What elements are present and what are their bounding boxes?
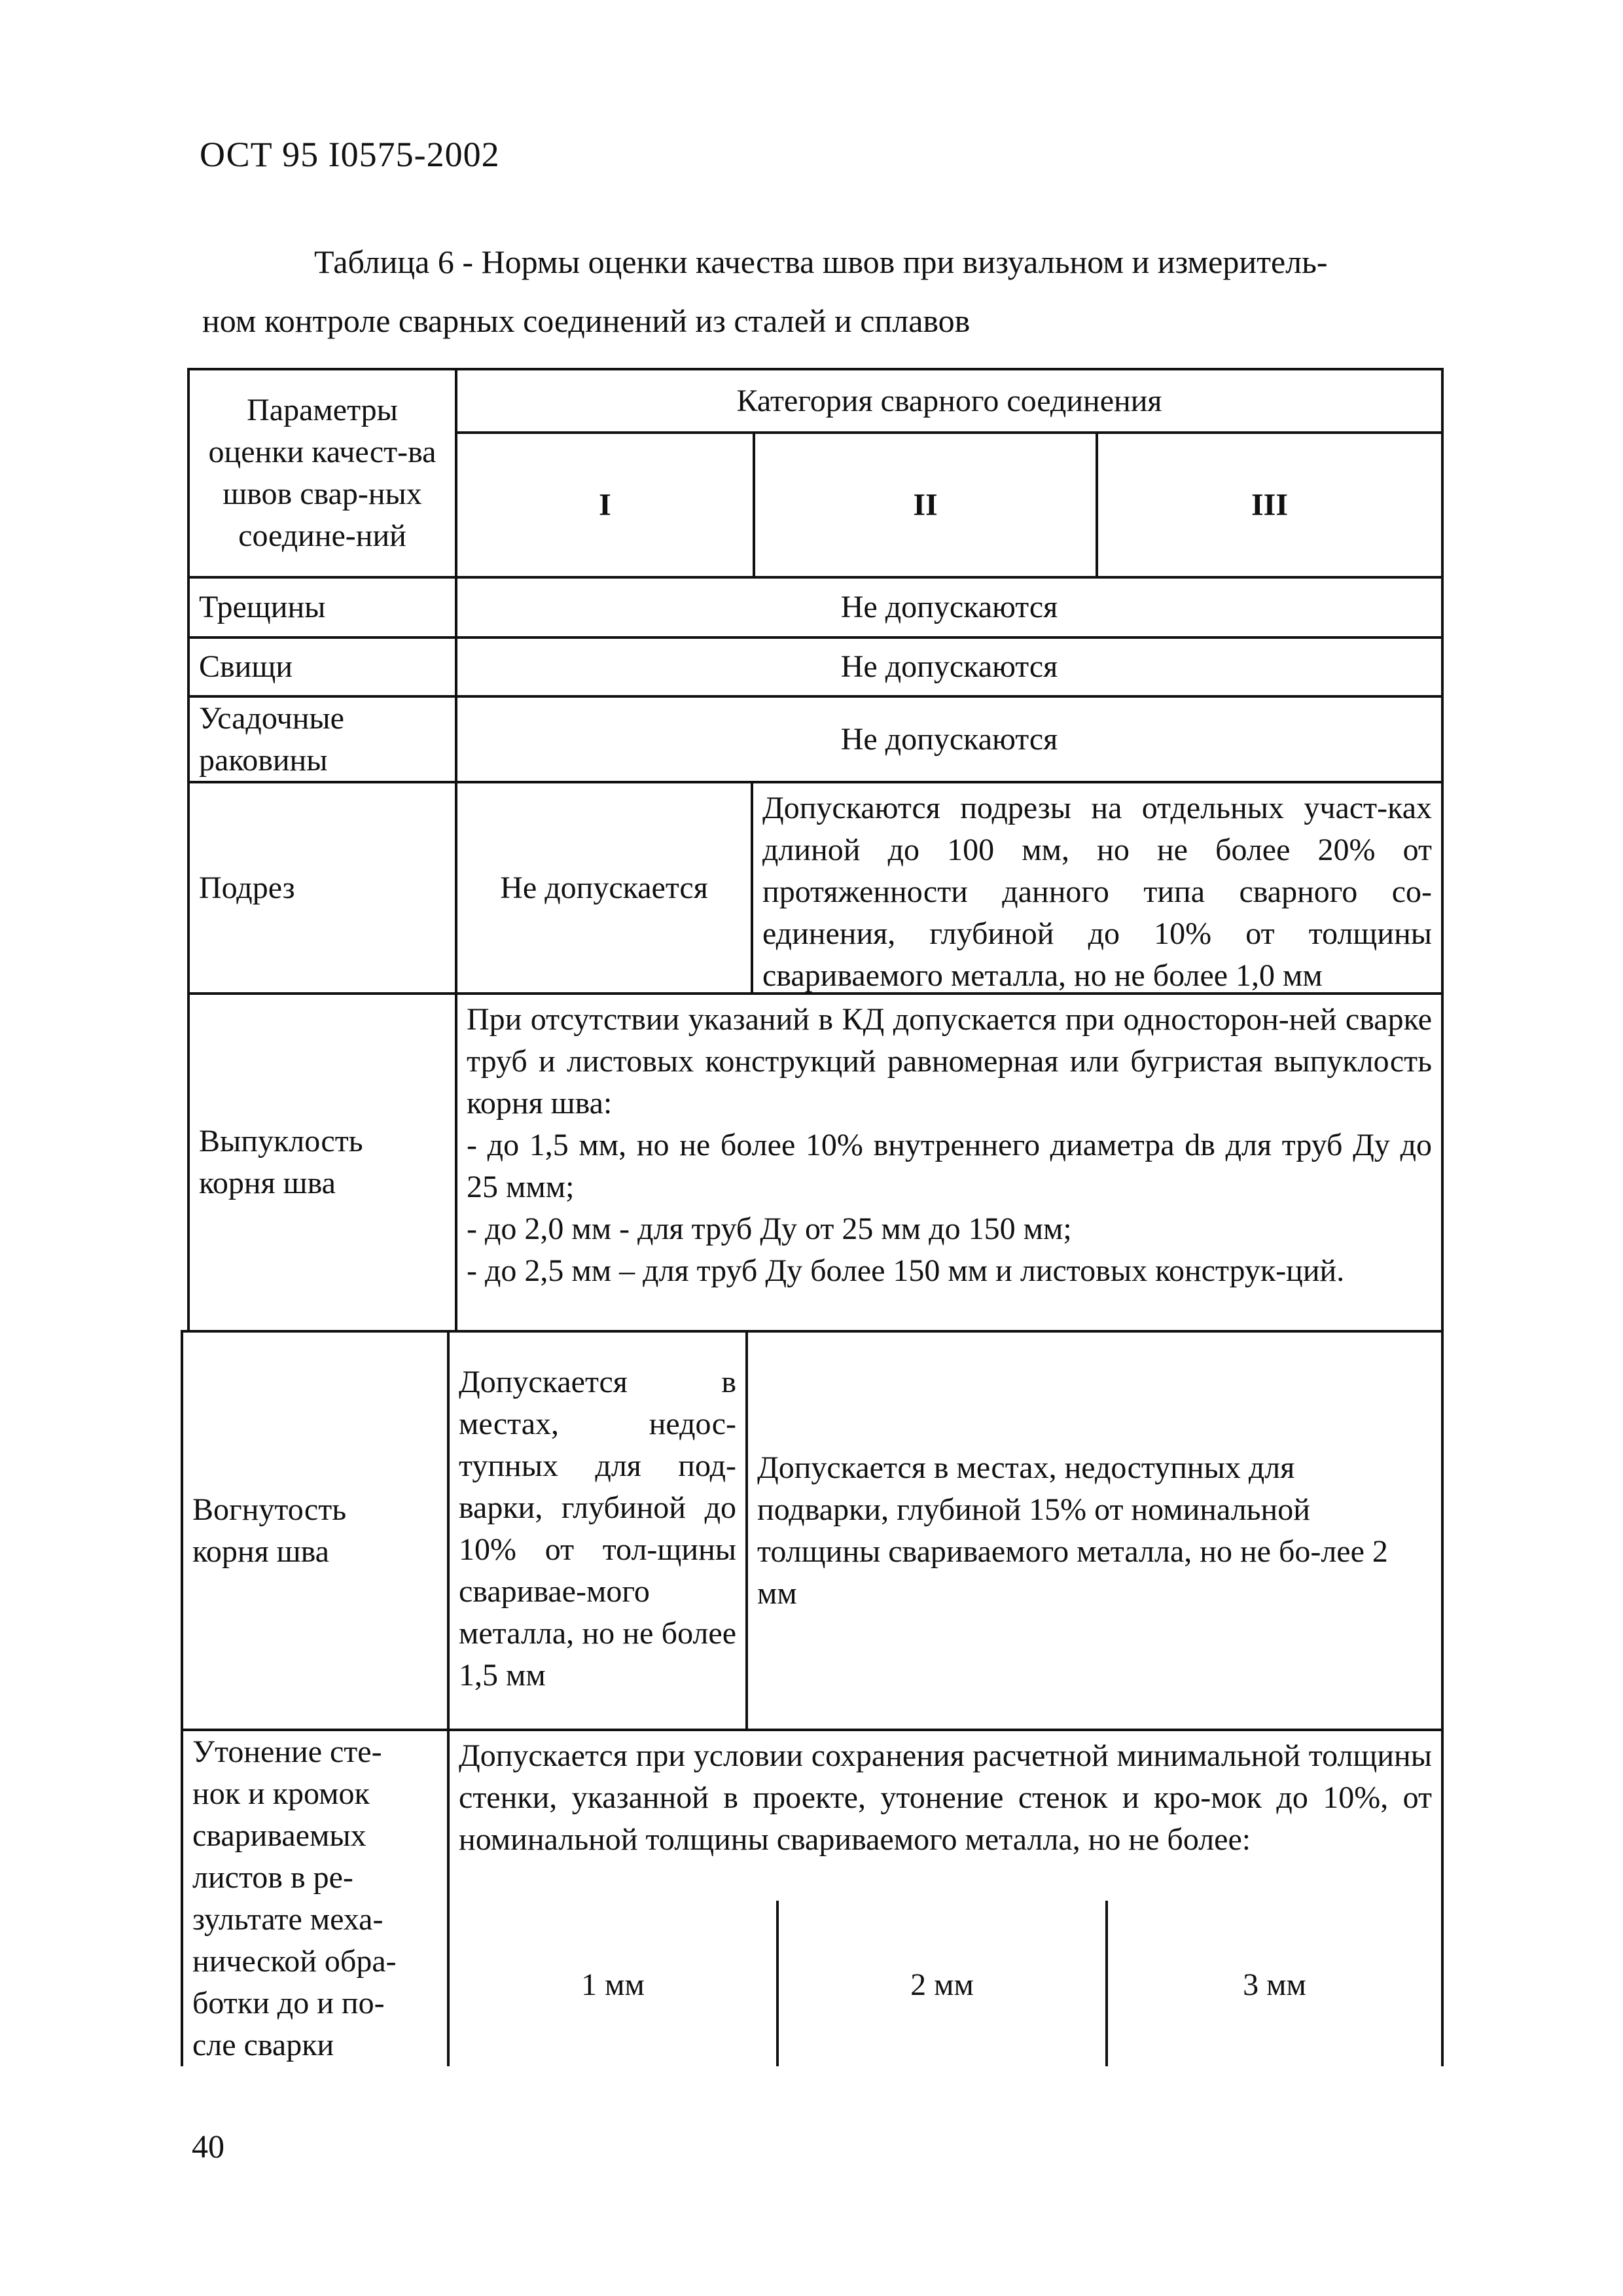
- header-category: Категория сварного соединения: [736, 383, 1162, 418]
- norm-value: [457, 995, 1441, 1330]
- param-label: Усадочные раковины: [199, 700, 344, 778]
- param-label: Утонение сте-нок и кромок свариваемых листов в ре-зультате меха-нической обра-ботки до и по-сле сварки: [192, 1734, 397, 2062]
- norm-cat-2: 2 мм: [910, 1967, 974, 2002]
- norm-value: Допускается при условии сохранения расчетной минимальной толщины стенки, указанной в проекте, утонение стенок и кро-мок до 10%, от номинальной толщины свариваемого металла, но не более:: [459, 1738, 1432, 1857]
- header-parameters: Параметры оценки качест-ва швов свар-ных соедине-ний: [208, 393, 437, 553]
- norm-value: Не допускаются: [840, 721, 1058, 757]
- param-label: Трещины: [199, 590, 326, 624]
- norm-cat-1: Не допускается: [500, 870, 708, 905]
- param-label: Свищи: [199, 649, 293, 684]
- norm-cat-1: Допускается в местах, недос-тупных для под-варки, глубиной до 10% от тол-щины сваривае-мого металла, но не более 1,5 мм: [459, 1365, 736, 1693]
- norm-value: Не допускаются: [840, 590, 1058, 624]
- param-label: Вогнутость корня шва: [192, 1492, 347, 1569]
- norm-value: Не допускаются: [840, 649, 1058, 684]
- header-cat-3: III: [1251, 487, 1289, 522]
- document-code: ОСТ 95 I0575-2002: [200, 135, 500, 174]
- param-label: Подрез: [199, 870, 295, 905]
- norm-item: - до 1,5 мм, но не более 10% внутреннего диаметра dв для труб Ду до 25 ммм;: [467, 1128, 1432, 1204]
- norm-item: - до 2,5 мм – для труб Ду более 150 мм и листовых конструк-ций.: [467, 1253, 1345, 1288]
- norm-cat-1: 1 мм: [581, 1967, 645, 2002]
- param-label: Выпуклость корня шва: [199, 1124, 363, 1200]
- header-cat-2: II: [913, 487, 938, 522]
- table-caption-line2: ном контроле сварных соединений из сталей и сплавов: [202, 302, 971, 339]
- page-number: 40: [192, 2128, 224, 2164]
- norm-cat-3: 3 мм: [1243, 1967, 1306, 2002]
- table-caption-line1: Таблица 6 - Нормы оценки качества швов при визуальном и измеритель-: [314, 243, 1328, 280]
- norm-intro: При отсутствии указаний в КД допускается при односторон-ней сварке труб и листовых конструкций равномерная или бугристая выпуклость корня шва:: [467, 1002, 1432, 1121]
- norm-item: - до 2,0 мм - для труб Ду от 25 мм до 150 мм;: [467, 1211, 1072, 1246]
- norm-cat-2-3: Допускаются подрезы на отдельных участ-ках длиной до 100 мм, но не более 20% от протяженности данного типа сварного со-единения, глубиной до 10% от толщины свариваемого металла, но не более 1,0 мм: [762, 791, 1432, 993]
- norm-cat-2-3: Допускается в местах, недоступных для подварки, глубиной 15% от номинальной толщины свариваемого металла, но не бо-лее 2 мм: [757, 1450, 1388, 1611]
- header-cat-1: I: [599, 487, 611, 522]
